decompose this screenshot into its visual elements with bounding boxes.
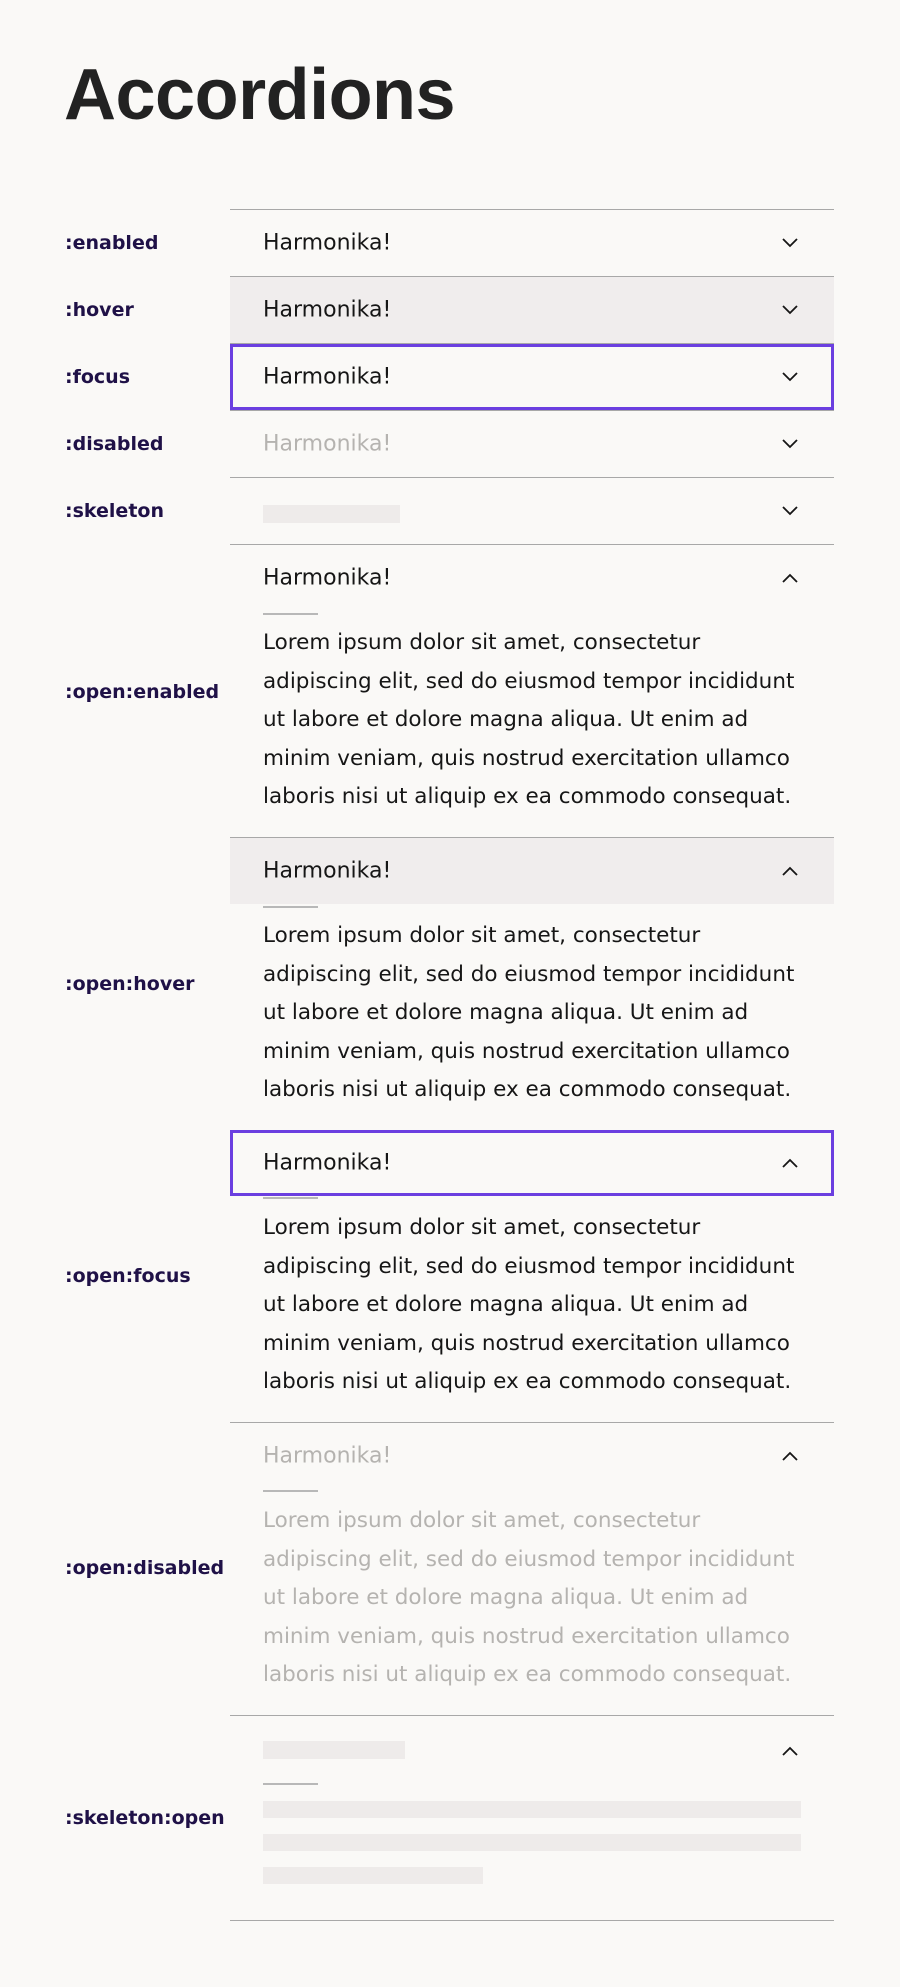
state-label-focus: :focus [65,366,131,388]
accordion-disabled [230,410,834,477]
accordion-enabled [230,209,834,276]
skeleton-body-line [263,1801,801,1818]
chevron-down-icon [780,505,800,517]
chevron-up-icon [780,572,800,584]
state-label-open-focus: :open:focus [65,1265,191,1287]
accordion-header [230,478,834,544]
state-label-skeleton-open: :skeleton:open [65,1807,225,1829]
accordion-header[interactable] [230,545,834,611]
accordion-title: Harmonika! [263,1150,392,1176]
skeleton-title-bar [263,505,400,523]
accordion-skeleton [230,477,834,544]
accordion-divider [263,1783,318,1785]
accordion-title: Harmonika! [263,364,392,390]
state-label-open-disabled: :open:disabled [65,1557,225,1579]
accordion-divider [263,613,318,615]
accordion-header[interactable] [230,344,834,410]
accordion-header[interactable] [230,838,834,904]
accordion-divider [263,1197,318,1199]
accordion-open-hover [230,837,834,1129]
accordion-hover [230,276,834,343]
accordion-divider [263,1490,318,1492]
accordion-title: Harmonika! [263,1443,392,1469]
skeleton-body-line [263,1834,801,1851]
accordion-divider [263,906,318,908]
chevron-down-icon [780,371,800,383]
accordion-title: Harmonika! [263,858,392,884]
chevron-down-icon [780,304,800,316]
accordion-header [230,1423,834,1489]
accordion-skeleton-open [230,1715,834,1921]
accordion-title: Harmonika! [263,230,392,256]
page-title: Accordions [64,55,456,135]
accordion-open-disabled [230,1422,834,1715]
chevron-up-icon [780,1157,800,1169]
accordion-title: Harmonika! [263,565,392,591]
skeleton-body-line [263,1867,483,1884]
chevron-up-icon [780,865,800,877]
chevron-up-icon [780,1745,800,1757]
state-label-open-hover: :open:hover [65,973,195,995]
state-label-disabled: :disabled [65,433,164,455]
state-label-enabled: :enabled [65,232,159,254]
accordion-open-focus [230,1129,834,1422]
accordion-body: Lorem ipsum dolor sit amet, consectetur adipiscing elit, sed do eiusmod tempor incididunt ut labore et dolore magna aliqua. Ut enim ad minim veniam, quis nostrud exercitation ullamco laboris nisi ut aliquip ex ea commodo consequat. [263,923,795,1102]
accordion-body: Lorem ipsum dolor sit amet, consectetur adipiscing elit, sed do eiusmod tempor incididunt ut labore et dolore magna aliqua. Ut enim ad minim veniam, quis nostrud exercitation ullamco laboris nisi ut aliquip ex ea commodo consequat. [263,1508,795,1687]
chevron-down-icon [780,237,800,249]
accordion-header[interactable] [230,210,834,276]
accordion-header[interactable] [230,1130,834,1196]
skeleton-title-bar [263,1741,405,1759]
accordion-header [230,1716,834,1782]
chevron-up-icon [780,1450,800,1462]
state-label-hover: :hover [65,299,134,321]
accordion-body: Lorem ipsum dolor sit amet, consectetur adipiscing elit, sed do eiusmod tempor incididunt ut labore et dolore magna aliqua. Ut enim ad minim veniam, quis nostrud exercitation ullamco laboris nisi ut aliquip ex ea commodo consequat. [263,1215,795,1394]
state-label-skeleton: :skeleton [65,500,164,522]
chevron-down-icon [780,438,800,450]
accordion-open-enabled [230,544,834,837]
accordion-header[interactable] [230,277,834,343]
accordion-body: Lorem ipsum dolor sit amet, consectetur adipiscing elit, sed do eiusmod tempor incididunt ut labore et dolore magna aliqua. Ut enim ad minim veniam, quis nostrud exercitation ullamco laboris nisi ut aliquip ex ea commodo consequat. [263,630,795,809]
accordion-header [230,411,834,477]
accordion-title: Harmonika! [263,431,392,457]
state-label-open-enabled: :open:enabled [65,681,220,703]
accordion-title: Harmonika! [263,297,392,323]
accordion-focus [230,343,834,410]
